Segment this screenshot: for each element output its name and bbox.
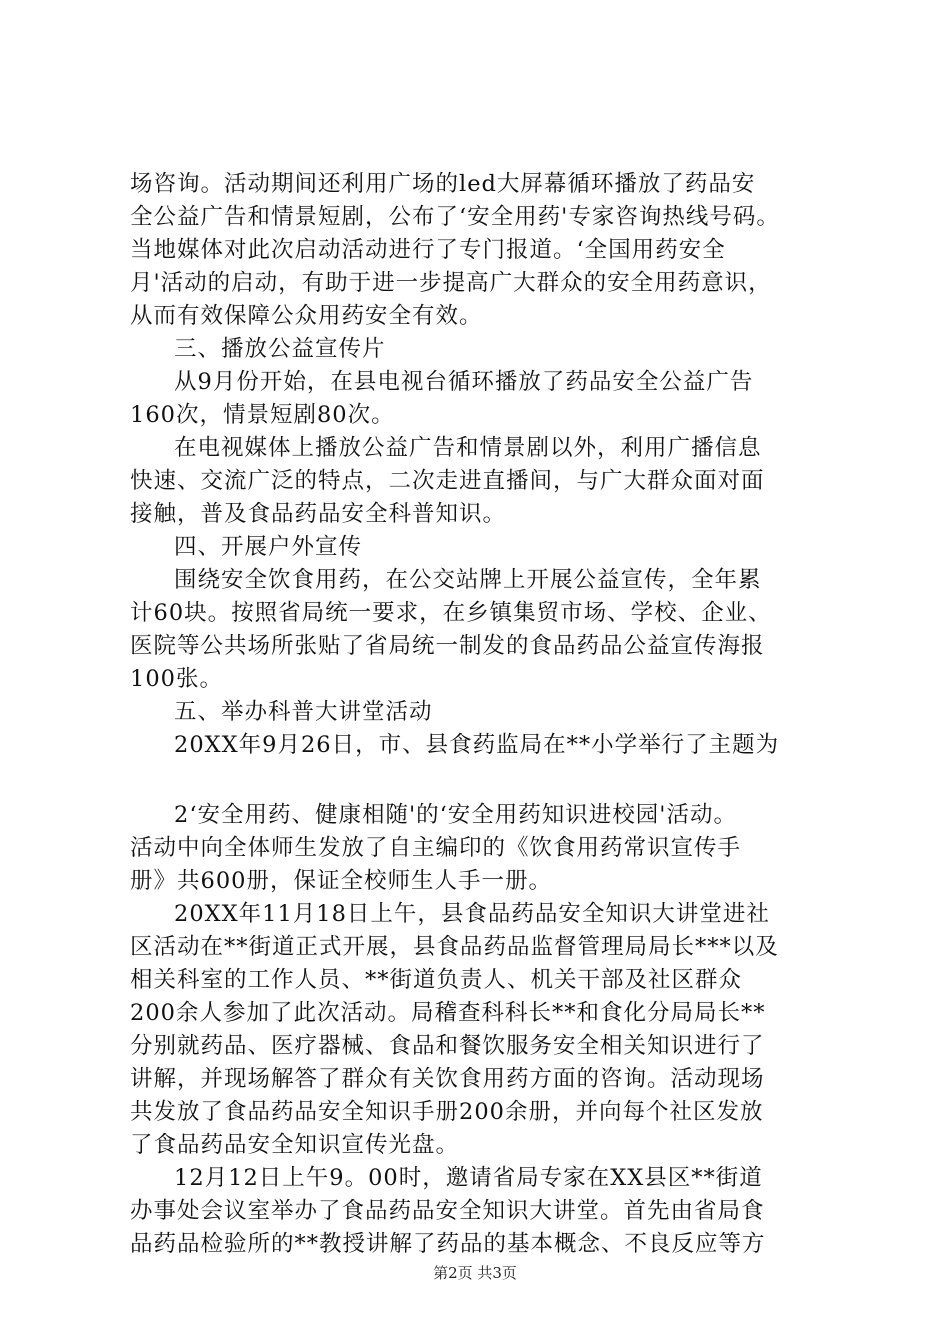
text-line: 品药品检验所的**教授讲解了药品的基本概念、不良反应等方 (130, 1231, 766, 1257)
text-line: 接触，普及食品药品安全科普知识。 (130, 501, 507, 527)
text-line: 12月12日上午9。00时，邀请省局专家在XX县区**街道 (174, 1165, 763, 1191)
text-line: 快速、交流广泛的特点，二次走进直播间，与广大群众面对面 (130, 468, 765, 494)
text-line: 共发放了食品药品安全知识手册200余册，并向每个社区发放 (130, 1099, 764, 1125)
text-line: 医院等公共场所张贴了省局统一制发的食品药品公益宣传海报 (130, 633, 765, 659)
text-line: 当地媒体对此次启动活动进行了专门报道。‘全国用药安全 (130, 237, 726, 263)
text-line: 20XX年11月18日上午，县食品药品安全知识大讲堂进社 (174, 901, 770, 927)
text-line: 月'活动的启动，有助于进一步提高广大群众的安全用药意识， (130, 270, 772, 296)
text-line: 分别就药品、医疗器械、食品和餐饮服务安全相关知识进行了 (130, 1033, 765, 1059)
text-line: 2‘安全用药、健康相随'的‘安全用药知识进校园'活动。 (174, 802, 737, 828)
text-line: 区活动在**街道正式开展，县食品药品监督管理局局长***以及 (130, 934, 779, 960)
text-line: 从9月份开始，在县电视台循环播放了药品安全公益广告 (174, 369, 754, 395)
text-line: 20XX年9月26日，市、县食药监局在**小学举行了主题为 (174, 732, 780, 758)
page-break-gap (130, 762, 830, 799)
text-line: 从而有效保障公众用药安全有效。 (130, 303, 483, 329)
text-line: 全公益广告和情景短剧，公布了‘安全用药'专家咨询热线号码。 (130, 204, 780, 230)
section-heading: 四、开展户外宣传 (174, 534, 363, 560)
text-line: 围绕安全饮食用药，在公交站牌上开展公益宣传，全年累 (174, 567, 762, 593)
text-line: 办事处会议室举办了食品药品安全知识大讲堂。首先由省局食 (130, 1198, 765, 1224)
text-line: 讲解，并现场解答了群众有关饮食用药方面的咨询。活动现场 (130, 1066, 765, 1092)
section-heading: 三、播放公益宣传片 (174, 336, 386, 362)
text-line: 计60块。按照省局统一要求，在乡镇集贸市场、学校、企业、 (130, 600, 772, 626)
text-line: 200余人参加了此次活动。局稽查科科长**和食化分局局长** (130, 1000, 766, 1026)
text-line: 场咨询。活动期间还利用广场的led大屏幕循环播放了药品安 (130, 171, 756, 197)
text-line: 活动中向全体师生发放了自主编印的《饮食用药常识宣传手 (130, 835, 742, 861)
text-line: 在电视媒体上播放公益广告和情景剧以外，利用广播信息 (174, 435, 762, 461)
text-line: 了食品药品安全知识宣传光盘。 (130, 1132, 460, 1158)
text-line: 相关科室的工作人员、**街道负责人、机关干部及社区群众 (130, 967, 743, 993)
page-footer (0, 1262, 950, 1283)
text-line: 160次，情景短剧80次。 (130, 402, 395, 428)
section-heading: 五、举办科普大讲堂活动 (174, 699, 433, 725)
document-body (130, 168, 830, 1261)
text-line: 册》共600册，保证全校师生人手一册。 (130, 868, 552, 894)
text-line: 100张。 (130, 666, 223, 692)
page-indicator: 第2页 共3页 (433, 1264, 517, 1282)
